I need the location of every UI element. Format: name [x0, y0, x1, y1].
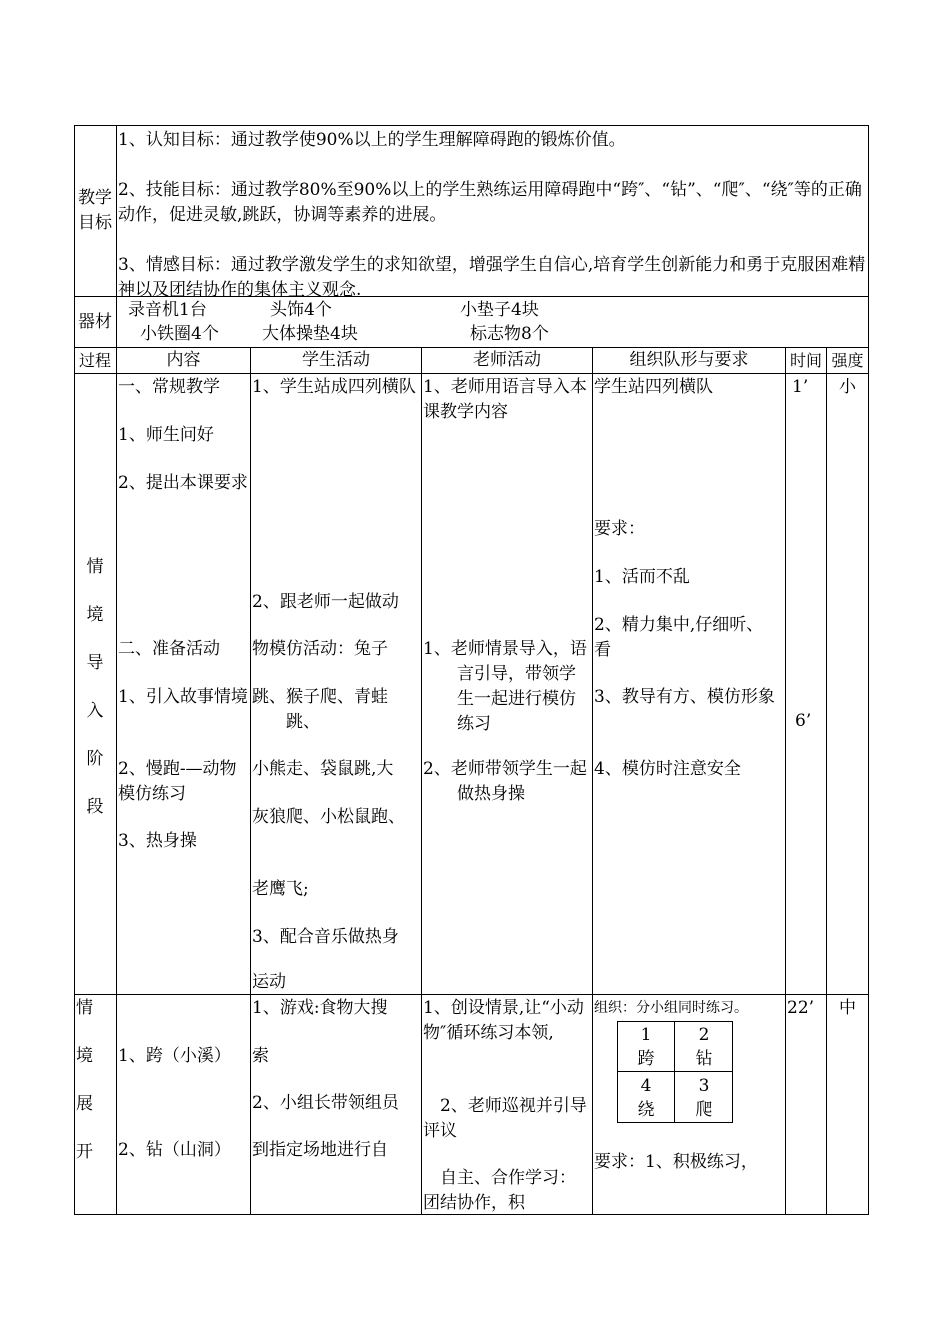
- student-item: 小熊走、袋鼠跳,大: [252, 759, 394, 779]
- teacher-item: 1、创设情景,让“小动物″循环练习本领,: [423, 998, 584, 1043]
- content-item: 1、跨（小溪）: [118, 1046, 231, 1066]
- org-item: 学生站四列横队: [594, 377, 713, 397]
- station-name: 钻: [695, 1049, 713, 1069]
- time-value: 1’: [792, 377, 809, 397]
- goal-cognitive: 1、认知目标：通过教学使90%以上的学生理解障碍跑的锻炼价值。: [118, 130, 626, 150]
- station-name: 跨: [637, 1049, 655, 1069]
- equipment-label: 器材: [78, 312, 112, 332]
- content-item: 3、热身操: [118, 831, 197, 851]
- stage-char: 境: [86, 605, 104, 625]
- time-value: 6’: [795, 711, 812, 731]
- student-item: 3、配合音乐做热身: [252, 927, 399, 947]
- teacher-item: 2、老师带领学生一起做热身操: [423, 759, 587, 804]
- goals-text: [118, 128, 866, 303]
- rule-section1-bottom: [74, 994, 869, 995]
- content-item: 一、常规教学: [118, 377, 220, 397]
- stage-intro-label: [74, 555, 116, 843]
- student-item: 2、跟老师一起做动: [252, 592, 399, 612]
- station-name: 绕: [637, 1100, 655, 1120]
- station-number: 3: [698, 1076, 710, 1096]
- org-item: 1、活而不乱: [594, 567, 690, 587]
- stage-char: 导: [86, 653, 104, 673]
- content-item: 2、提出本课要求: [118, 473, 248, 493]
- student-item: 1、学生站成四列横队: [252, 377, 416, 397]
- org-item: 3、教导有方、模仿形象: [594, 687, 775, 707]
- student-item: 老鹰飞;: [252, 879, 309, 899]
- student-item: 跳、猴子爬、青蛙跳、: [252, 687, 388, 732]
- station-cell: [617, 1072, 675, 1123]
- stage-char: 入: [86, 701, 104, 721]
- org-item: 4、模仿时注意安全: [594, 759, 741, 779]
- teacher-item: 1、老师用语言导入本课教学内容: [423, 377, 587, 422]
- equip-iron-ring: 小铁圈4个: [140, 324, 219, 344]
- teacher-item: 1、老师情景导入，语言引导，带领学生一起进行模仿练习: [423, 639, 587, 734]
- station-cell: [675, 1072, 733, 1123]
- col-rule-5: [785, 347, 786, 1215]
- header-student: 学生活动: [302, 350, 370, 370]
- intensity-value: 中: [839, 998, 856, 1018]
- student-item: 索: [252, 1046, 269, 1066]
- content-item: 1、引入故事情境: [118, 687, 248, 707]
- stage-char: 情: [86, 557, 104, 577]
- station-number: 2: [698, 1025, 710, 1045]
- time-value: 22’: [787, 998, 815, 1018]
- table-border-right: [868, 125, 869, 1215]
- equip-headwear: 头饰4个: [270, 300, 332, 320]
- stage-char: 情: [76, 998, 93, 1018]
- equip-marker: 标志物8个: [470, 324, 549, 344]
- col-rule-1: [116, 125, 117, 1215]
- org-requirement: 要求：1、积极练习，: [594, 1152, 758, 1172]
- content-item: 1、师生问好: [118, 425, 214, 445]
- header-teacher: 老师活动: [473, 350, 541, 370]
- intensity-value: 小: [839, 377, 856, 397]
- col-rule-3: [421, 347, 422, 1215]
- goals-label: [74, 186, 116, 236]
- teacher-item: 2、老师巡视并引导评议: [423, 1096, 587, 1141]
- goal-skill: 2、技能目标：通过教学80%至90%以上的学生熟练运用障碍跑中“跨″、“钻”、“爬″、“绕″等的正确动作，促进灵敏,跳跃，协调等素养的进展。: [118, 180, 862, 225]
- equip-big-mat: 大体操垫4块: [262, 324, 358, 344]
- student-item: 物模仿活动：兔子: [252, 639, 388, 659]
- station-cell: [675, 1021, 733, 1072]
- header-organization: 组织队形与要求: [629, 350, 749, 370]
- student-item: 灰狼爬、小松鼠跑、: [252, 807, 405, 827]
- stage-char: 展: [76, 1094, 93, 1114]
- student-item: 到指定场地进行自: [252, 1140, 388, 1160]
- content-item: 2、钻（山洞）: [118, 1140, 231, 1160]
- col-rule-6: [826, 347, 827, 1215]
- student-item: 运动: [252, 972, 286, 992]
- stage-char: 阶: [86, 749, 104, 769]
- station-grid: [617, 1021, 733, 1123]
- stage-char: 境: [76, 1046, 93, 1066]
- rule-header-bottom: [74, 373, 869, 374]
- table-border-top: [74, 125, 869, 126]
- header-content: 内容: [166, 350, 201, 370]
- stage-develop-label: [76, 996, 116, 1188]
- station-name: 爬: [695, 1100, 713, 1120]
- equip-recorder: 录音机1台: [128, 300, 207, 320]
- goal-affective: 3、情感目标：通过教学激发学生的求知欲望，增强学生自信心,培育学生创新能力和勇于克服困难精神以及团结协作的集体主义观念.: [118, 255, 866, 300]
- col-rule-2: [250, 347, 251, 1215]
- org-item: 要求：: [594, 519, 645, 539]
- equip-small-mat: 小垫子4块: [460, 300, 539, 320]
- org-item: 2、精力集中,仔细听、看: [594, 615, 764, 660]
- station-cell: [617, 1021, 675, 1072]
- header-intensity: 强度: [831, 351, 864, 370]
- content-item: 二、准备活动: [118, 639, 220, 659]
- goals-label-text: 教学目标: [78, 188, 112, 233]
- teacher-item: 自主、合作学习：团结协作，积: [423, 1168, 576, 1213]
- header-time: 时间: [789, 351, 822, 370]
- col-rule-4: [592, 347, 593, 1215]
- station-number: 4: [640, 1076, 652, 1096]
- stage-char: 开: [76, 1142, 93, 1162]
- student-item: 1、游戏:食物大搜: [252, 998, 388, 1018]
- stage-char: 段: [86, 797, 104, 817]
- station-number: 1: [640, 1025, 652, 1045]
- student-item: 2、小组长带领组员: [252, 1093, 399, 1113]
- header-process: 过程: [78, 351, 111, 370]
- org-title: 组织：分小组同时练习。: [594, 1000, 748, 1016]
- content-item: 2、慢跑-—动物模仿练习: [118, 759, 237, 804]
